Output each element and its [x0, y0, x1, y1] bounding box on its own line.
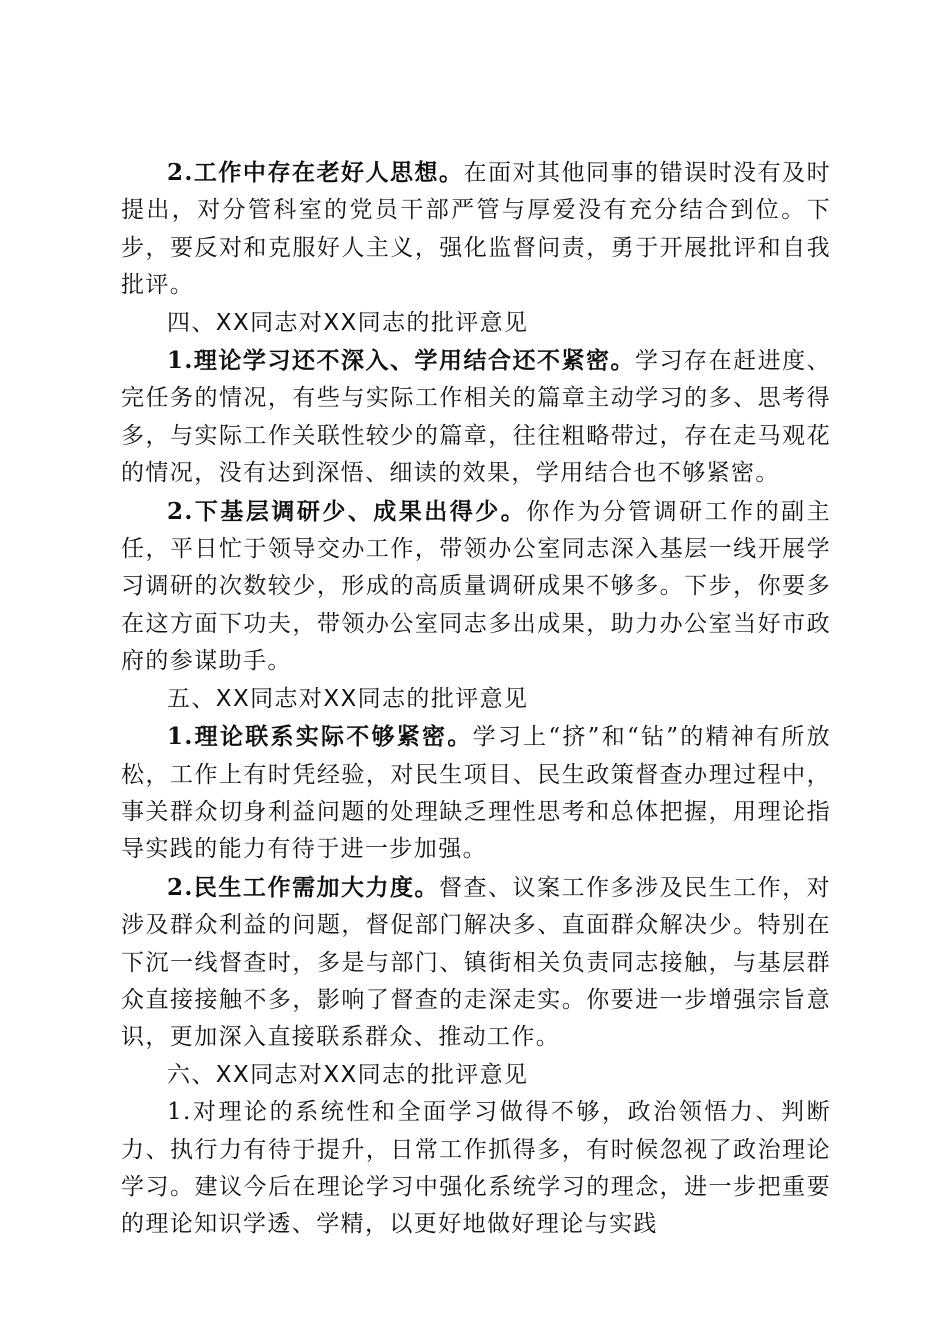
paragraph-1-theory-study [121, 342, 831, 493]
paragraph-lead: 1.理论学习还不深入、学用结合还不紧密。 [167, 347, 636, 375]
paragraph-1-theory-practice [121, 718, 831, 869]
paragraph-lead: 2.民生工作需加大力度。 [167, 873, 439, 901]
section-heading-4: 四、XX同志对XX同志的批评意见 [167, 309, 529, 336]
paragraph-lead: 2.下基层调研少、成果出得少。 [167, 497, 527, 525]
paragraph-2-grassroots-research [121, 493, 831, 681]
paragraph-text: 学习存在赶进度、完任务的情况，有些与实际工作相关的篇章主动学习的多、思考得多，与实际工作关联性较少的篇章，往往粗略带过，存在走马观花的情况，没有达到深悟、细读的效果，学用结合也不够紧密。 [121, 348, 831, 487]
paragraph-lead: 1.理论联系实际不够紧密。 [167, 723, 473, 751]
paragraph-text: 1.对理论的系统性和全面学习做得不够，政治领悟力、判断力、执行力有待于提升，日常工作抓得多，有时候忽视了政治理论学习。建议今后在理论学习中强化系统学习的理念，进一步把重要的理论知识学透、学精，以更好地做好理论与实践 [121, 1099, 831, 1238]
paragraph-text: 督查、议案工作多涉及民生工作，对涉及群众利益的问题，督促部门解决多、直面群众解决少。特别在下沉一线督查时，多是与部门、镇街相关负责同志接触，与基层群众直接接触不多，影响了督查的走深走实。你要进一步增强宗旨意识，更加深入直接联系群众、推动工作。 [121, 874, 832, 1051]
section-heading-5: 五、XX同志对XX同志的批评意见 [167, 685, 529, 712]
paragraph-2-elderly-good-person [121, 154, 831, 305]
paragraph-text: 你作为分管调研工作的副主任，平日忙于领导交办工作，带领办公室同志深入基层一线开展学习调研的次数较少，形成的高质量调研成果不够多。下步，你要多在这方面下功夫，带领办公室同志多出成果，助力办公室当好市政府的参谋助手。 [121, 498, 831, 675]
section-heading-6: 六、XX同志对XX同志的批评意见 [167, 1061, 529, 1088]
paragraph-1-systematic-study [121, 1094, 831, 1244]
paragraph-text: 学习上“挤”和“钻”的精神有所放松，工作上有时凭经验，对民生项目、民生政策督查办理过程中，事关群众切身利益问题的处理缺乏理性思考和总体把握，用理论指导实践的能力有待于进一步加强。 [121, 724, 831, 863]
paragraph-2-livelihood-work [121, 869, 831, 1057]
document-body [121, 154, 831, 1244]
paragraph-text: 在面对其他同事的错误时没有及时提出，对分管科室的党员干部严管与厚爱没有充分结合到位。下步，要反对和克服好人主义，强化监督问责，勇于开展批评和自我批评。 [121, 160, 831, 299]
paragraph-lead: 2.工作中存在老好人思想。 [167, 159, 464, 186]
